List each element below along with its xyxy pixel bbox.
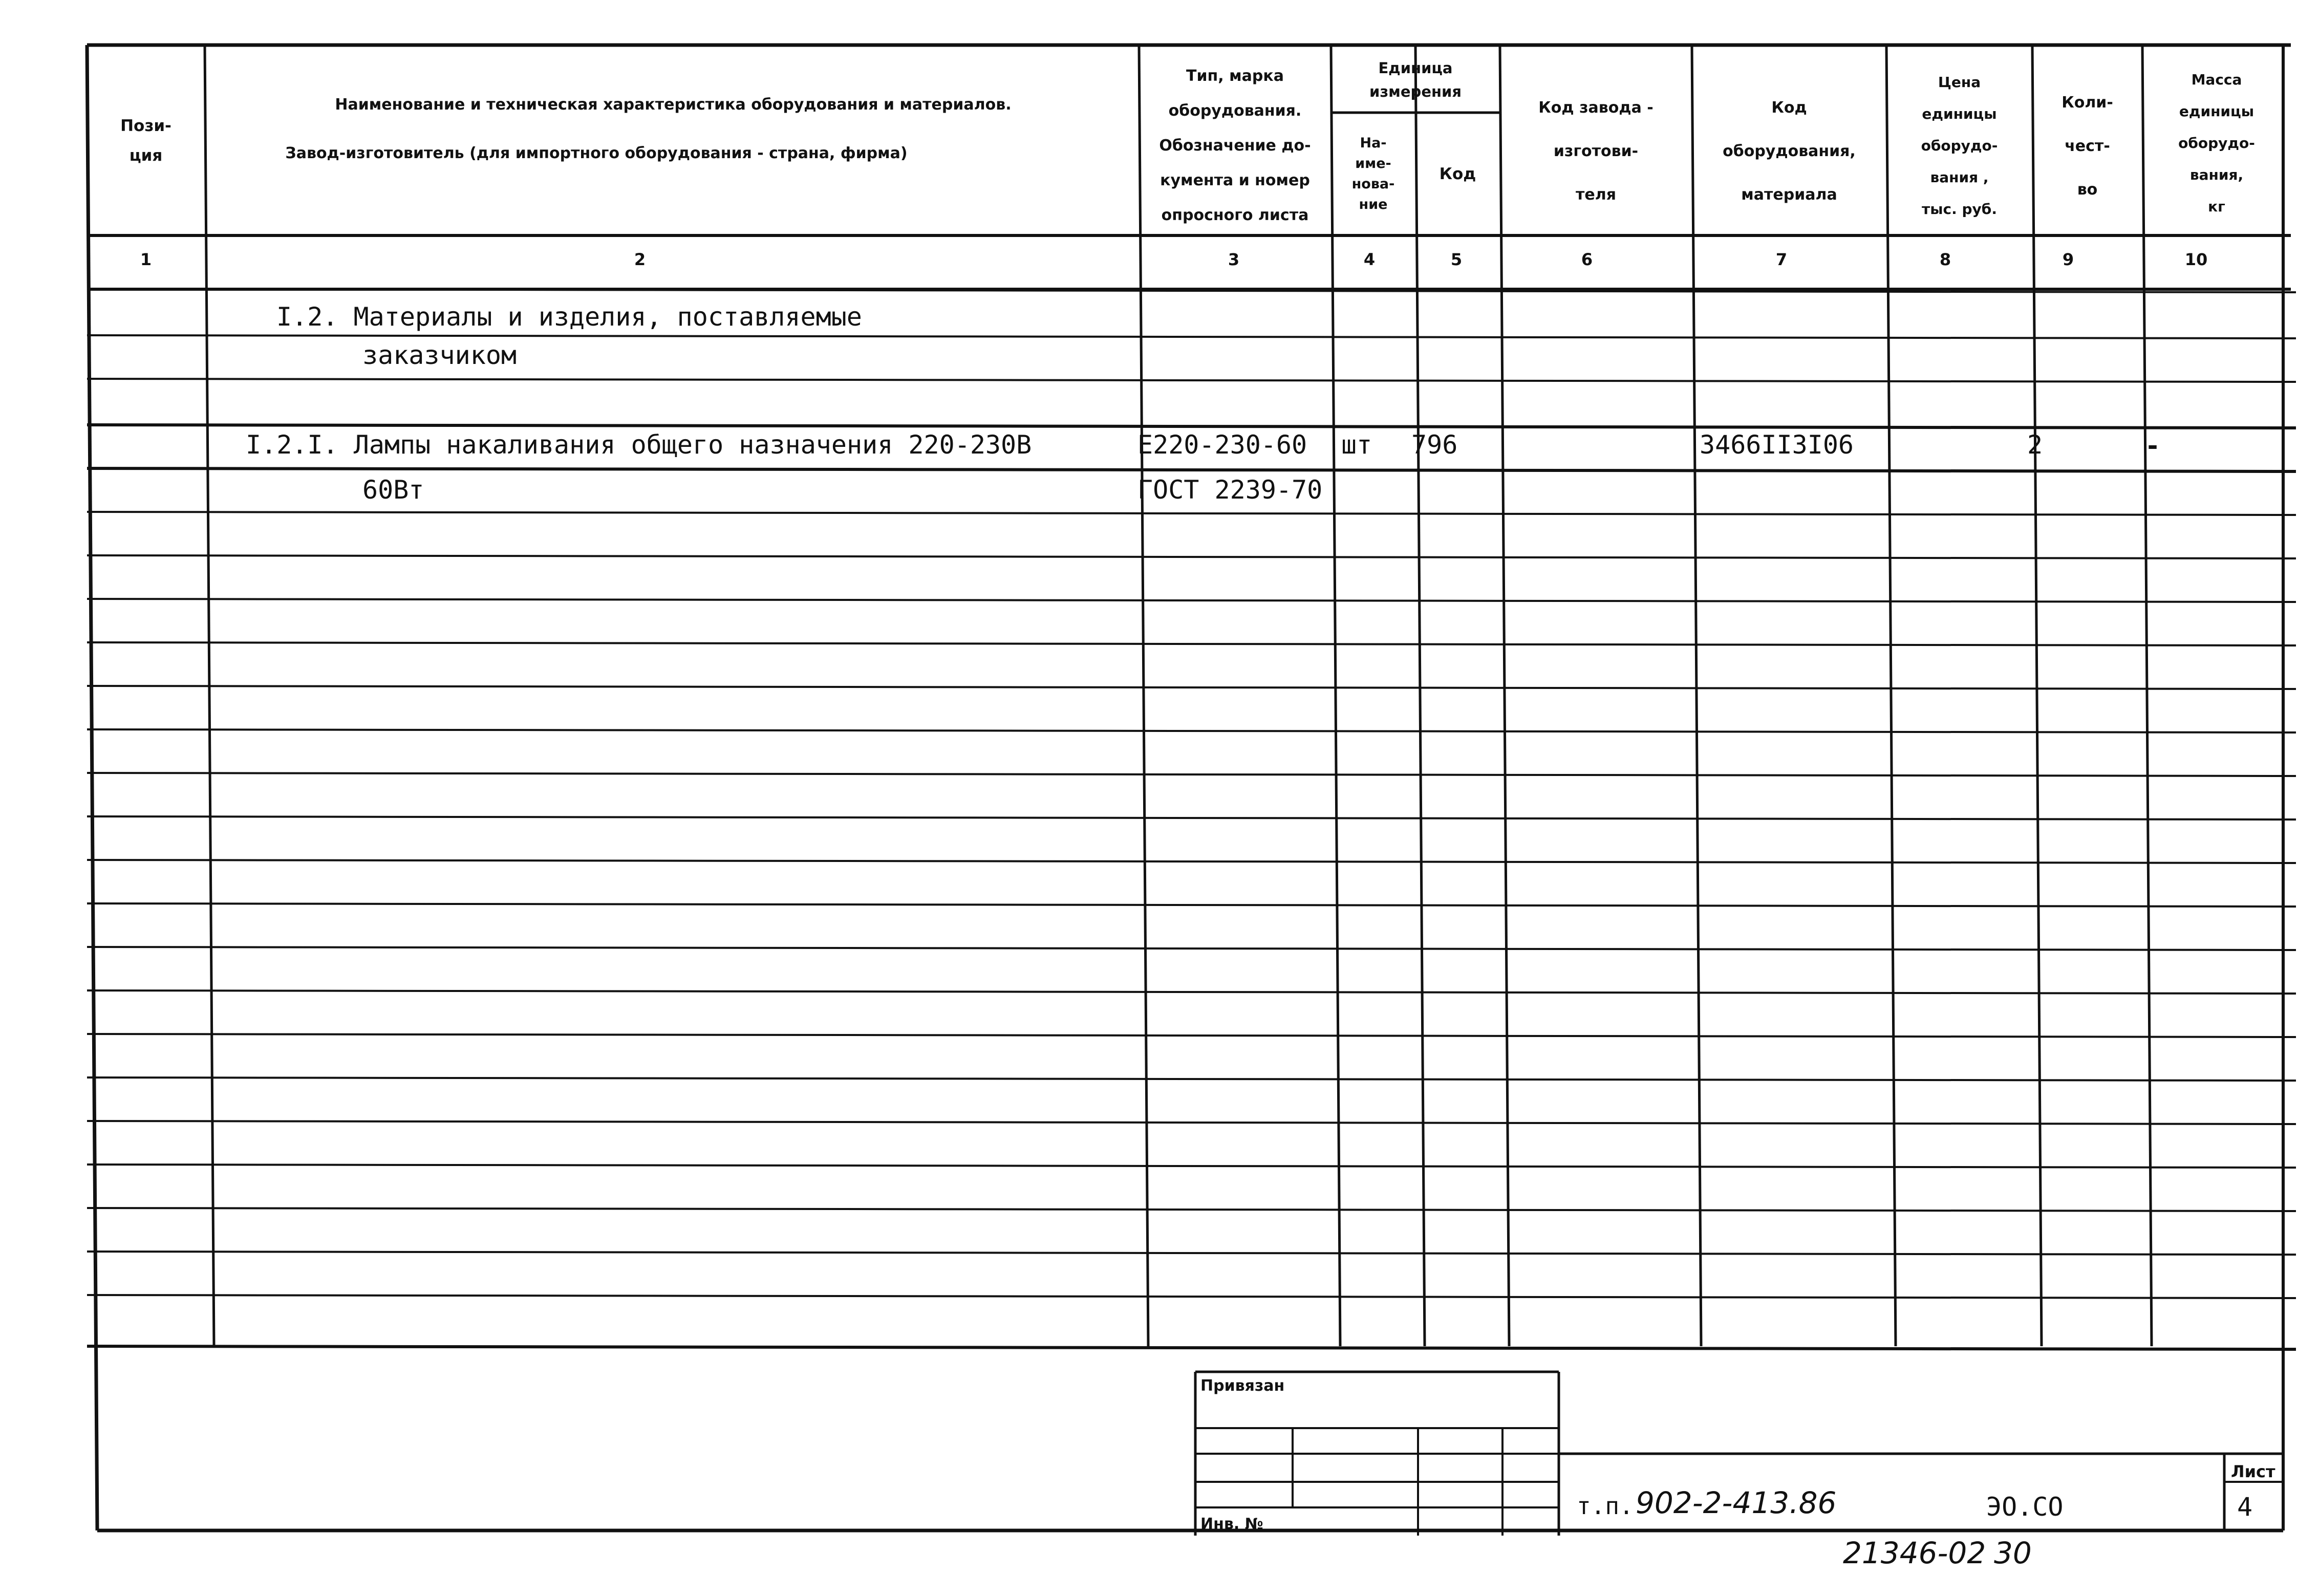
column-number-7: 7: [1775, 250, 1788, 269]
table-row-line: [87, 379, 2296, 382]
table-row-line: [87, 903, 2296, 907]
header-equipment-code: Код оборудования, материала: [1723, 98, 1856, 204]
header-factory-code: Код завода - изготови- теля: [1538, 98, 1654, 204]
outer-border-left: [87, 45, 97, 1530]
stamp-project-number: 902-2-413.86: [1636, 1485, 1837, 1520]
stamp-attached-label: Привязан: [1200, 1377, 1285, 1395]
table-row-line: [87, 860, 2296, 863]
item-unit-code: 796: [1411, 430, 1458, 460]
table-row-line: [87, 1164, 2296, 1168]
bottom-page: 30: [1994, 1536, 2032, 1570]
column-separator: [2142, 45, 2152, 1346]
header-price: Цена единицы оборудо- вания , тыс. руб.: [1921, 74, 1998, 218]
column-number-8: 8: [1939, 250, 1951, 269]
table-row-line: [87, 1121, 2296, 1124]
column-number-10: 10: [2184, 250, 2208, 269]
table-row-line: [87, 1208, 2296, 1211]
column-number-3: 3: [1228, 250, 1240, 269]
header-unit-name: На- име- нова- ние: [1351, 135, 1395, 212]
table-row-line: [87, 1295, 2296, 1298]
bottom-number: 21346-02: [1843, 1536, 1986, 1570]
stamp-sheet-number: 4: [2237, 1492, 2253, 1522]
header-mass: Масса единицы оборудо- вания, кг: [2178, 71, 2255, 215]
header-name-line1: Наименование и техническая характеристика оборудования и материалов.: [335, 96, 1012, 114]
header-type: Тип, марка оборудования. Обозначение до- кумента и номер опросного листа: [1159, 67, 1311, 224]
column-number-1: 1: [140, 250, 152, 269]
item-name-line2: 60Вт: [362, 475, 424, 505]
column-separator: [1692, 45, 1701, 1346]
table-row-line: [87, 990, 2296, 994]
table-row-line: [87, 335, 2296, 338]
table-row-line: [87, 686, 2296, 689]
header-unit-code: Код: [1439, 165, 1476, 183]
item-unit-name: шт: [1341, 430, 1372, 460]
header-quantity: Коли- чест- во: [2062, 93, 2113, 199]
table-row-line: [87, 555, 2296, 558]
column-separator: [1886, 45, 1896, 1346]
table-row-line: [87, 468, 2296, 471]
table-row-line: [87, 1346, 2296, 1349]
item-mass: -: [2145, 431, 2161, 461]
header-unit-group: Единица измерения: [1369, 59, 1462, 100]
table-row-line: [87, 947, 2296, 950]
table-row-line: [87, 1034, 2296, 1037]
item-equipment-code: 3466II3I06: [1700, 430, 1854, 460]
section-title-line2: заказчиком: [362, 340, 517, 370]
item-name-line1: I.2.I. Лампы накаливания общего назначения 220-230В: [246, 430, 1032, 460]
item-type-line2: ГОСТ 2239-70: [1137, 475, 1323, 505]
table-row-line: [87, 1252, 2296, 1255]
column-number-4: 4: [1363, 250, 1376, 269]
column-separator: [1139, 45, 1148, 1346]
header-position: Пози- ция: [120, 117, 171, 165]
column-number-5: 5: [1450, 250, 1463, 269]
table-row-line: [87, 425, 2296, 428]
stamp-sheet-label: Лист: [2231, 1462, 2275, 1481]
stamp-doc-code: ЭО.СО: [1986, 1492, 2064, 1522]
item-type-line1: Е220-230-60: [1137, 430, 1307, 460]
column-separator: [205, 45, 214, 1346]
table-row-line: [87, 512, 2296, 515]
table-row-line: [87, 599, 2296, 602]
item-quantity: 2: [2027, 430, 2043, 460]
column-number-2: 2: [634, 250, 646, 269]
section-title-line1: I.2. Материалы и изделия, поставляемые: [276, 302, 862, 332]
table-row-line: [87, 642, 2296, 645]
table-row-line: [87, 816, 2296, 819]
column-number-9: 9: [2062, 250, 2074, 269]
column-separator: [2032, 45, 2042, 1346]
table-row-line: [87, 773, 2296, 776]
column-number-6: 6: [1581, 250, 1593, 269]
table-row-line: [87, 1077, 2296, 1081]
column-separator: [1331, 45, 1340, 1346]
column-separator: [1500, 45, 1509, 1346]
table-row-line: [87, 729, 2296, 732]
column-separator: [1415, 45, 1425, 1346]
header-name-line2: Завод-изготовитель (для импортного оборудования - страна, фирма): [285, 144, 908, 162]
stamp-project-prefix: т.п.: [1577, 1492, 1634, 1520]
stamp-inv-label: Инв. №: [1200, 1515, 1263, 1533]
